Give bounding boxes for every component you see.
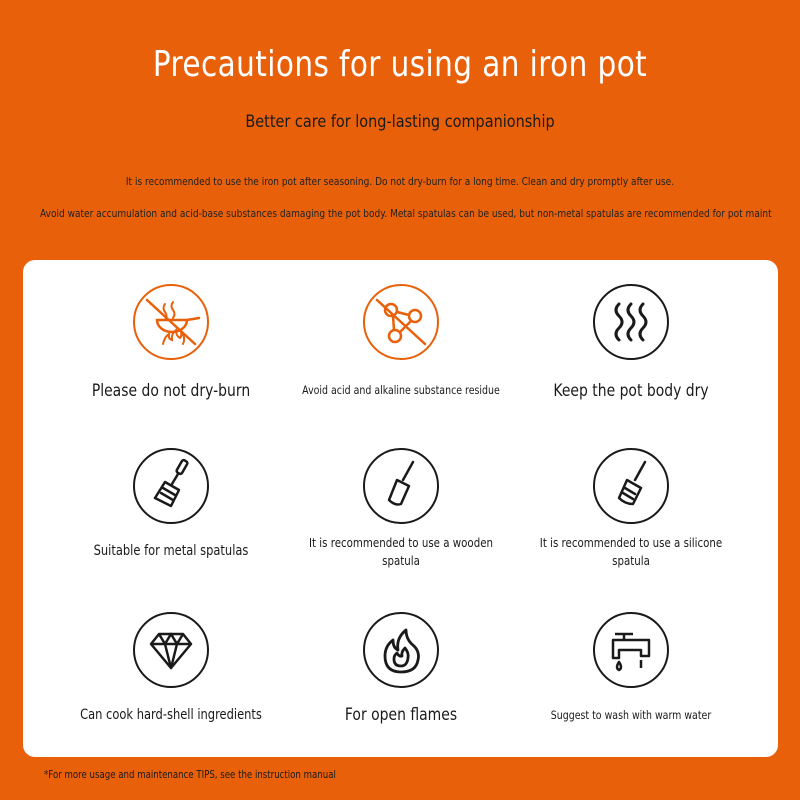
metal-spatula-icon [133,448,209,524]
flame-icon [363,612,439,688]
tip-label: Avoid acid and alkaline substance residue [302,383,500,397]
tip-label: For open flames [344,705,458,725]
tip-label: Can cook hard-shell ingredients [80,707,262,723]
page-subtitle: Better care for long-lasting companionship [245,112,555,132]
tip-label: It is recommended to use a wooden spatula [308,535,494,568]
tip-label: Please do not dry-burn [91,381,251,401]
steam-icon [593,284,669,360]
tip-label: Suggest to wash with warm water [550,708,712,722]
tip-label: Keep the pot body dry [553,381,709,401]
description-line-2: Avoid water accumulation and acid-base substances damaging the pot body. Metal spatulas can be used, but non-metal spatulas are recommended for pot maint [40,207,772,220]
page-title: Precautions for using an iron pot [152,44,648,85]
footnote: *For more usage and maintenance TIPS, see the instruction manual [44,769,336,781]
wooden-spatula-icon [363,448,439,524]
tips-card [23,260,778,757]
description-line-1: It is recommended to use the iron pot after seasoning. Do not dry-burn for a long time. Clean and dry promptly after use. [125,175,675,188]
tip-label: It is recommended to use a silicone spatula [539,535,723,568]
diamond-icon [133,612,209,688]
faucet-icon [593,612,669,688]
tip-label: Suitable for metal spatulas [93,543,249,559]
no-dry-burn-icon [133,284,209,360]
silicone-spatula-icon [593,448,669,524]
no-acid-alkaline-icon [363,284,439,360]
